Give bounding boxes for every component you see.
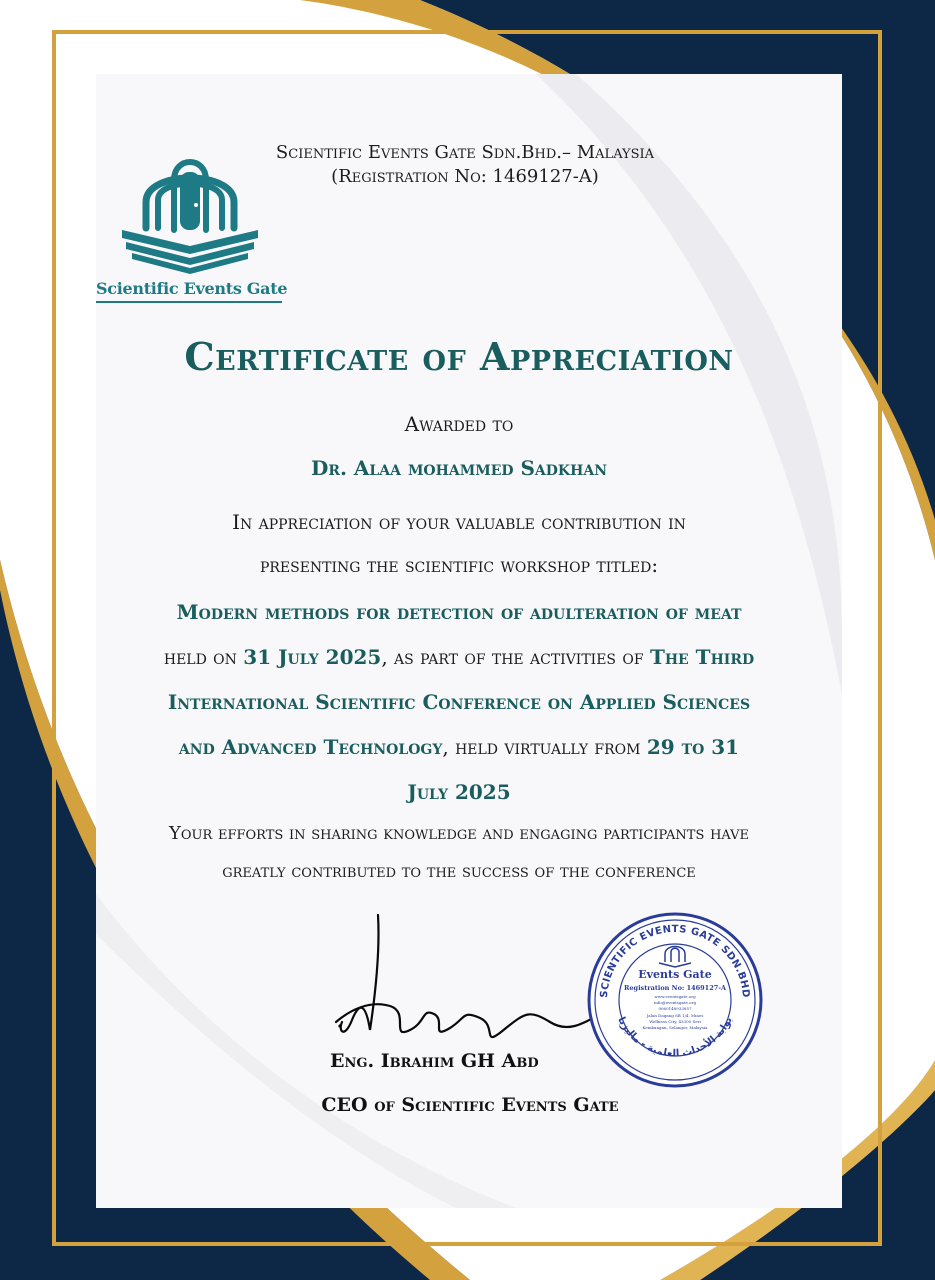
virtual-text: , held virtually from xyxy=(442,735,647,759)
recipient-name: Dr. Alaa mohammed Sadkhan xyxy=(310,456,607,480)
appreciation-line-2: presenting the scientific workshop titled: xyxy=(259,553,659,577)
workshop-title: Modern methods for detection of adulteration of meat xyxy=(176,600,742,624)
book-door-logo-icon xyxy=(120,150,260,278)
registration-line: (Registration No: 1469127-A) xyxy=(331,166,599,187)
handwritten-signature xyxy=(330,910,620,1050)
signatory-name: Eng. Ibrahim GH Abd xyxy=(330,1050,539,1072)
stamp-address-3: Kembangan, Selangor, Malaysia xyxy=(642,1025,708,1030)
stamp-registration: Registration No: 1469127-A xyxy=(624,984,726,992)
held-on-prefix: held on xyxy=(163,645,244,669)
virtual-line xyxy=(96,725,822,770)
held-on-middle: , as part of the activities of xyxy=(381,645,650,669)
closing-line-2: greatly contributed to the success of the conference xyxy=(222,861,696,882)
virtual-dates-part-2: July 2025 xyxy=(407,780,511,804)
stamp-name: Events Gate xyxy=(638,968,712,981)
company-logo xyxy=(96,150,286,306)
logo-underline xyxy=(96,301,282,303)
certificate-body xyxy=(96,590,822,891)
closing-line-1: Your efforts in sharing knowledge and engaging participants have xyxy=(168,823,750,844)
conference-name-part-1: The Third xyxy=(649,645,755,669)
stamp-address-2: Wellness City, 43300 Seri xyxy=(649,1019,701,1024)
conference-name-part-3: and Advanced Technology xyxy=(178,735,443,759)
company-stamp-seal xyxy=(585,910,765,1090)
stamp-address-1: Jalan Dagang SB 1/4, Mines xyxy=(646,1013,704,1018)
stamp-phone: 0060148933857 xyxy=(658,1006,692,1011)
held-on-line xyxy=(96,635,822,680)
signatory-title: CEO of Scientific Events Gate xyxy=(321,1094,619,1116)
appreciation-line-1: In appreciation of your valuable contribution in xyxy=(232,510,686,534)
stamp-website: www.eventsgate.org xyxy=(654,994,696,999)
virtual-dates-part-1: 29 to 31 xyxy=(646,735,740,759)
certificate-title: Certificate of Appreciation xyxy=(184,334,734,379)
logo-text: Scientific Events Gate xyxy=(96,279,288,298)
company-name-line: Scientific Events Gate Sdn.Bhd.– Malaysia xyxy=(275,142,655,163)
stamp-email: info@eventsgate.org xyxy=(653,1000,697,1005)
conference-name-part-2: International Scientific Conference on Applied Sciences xyxy=(167,690,751,714)
awarded-to-label: Awarded to xyxy=(404,412,514,436)
held-on-date: 31 July 2025 xyxy=(243,645,382,669)
stamp-arabic-text: بوابة الأحداث العلمية - ماليزيا xyxy=(615,1015,735,1060)
stamp-ring-text: SCIENTIFIC EVENTS GATE SDN.BHD xyxy=(598,923,752,999)
